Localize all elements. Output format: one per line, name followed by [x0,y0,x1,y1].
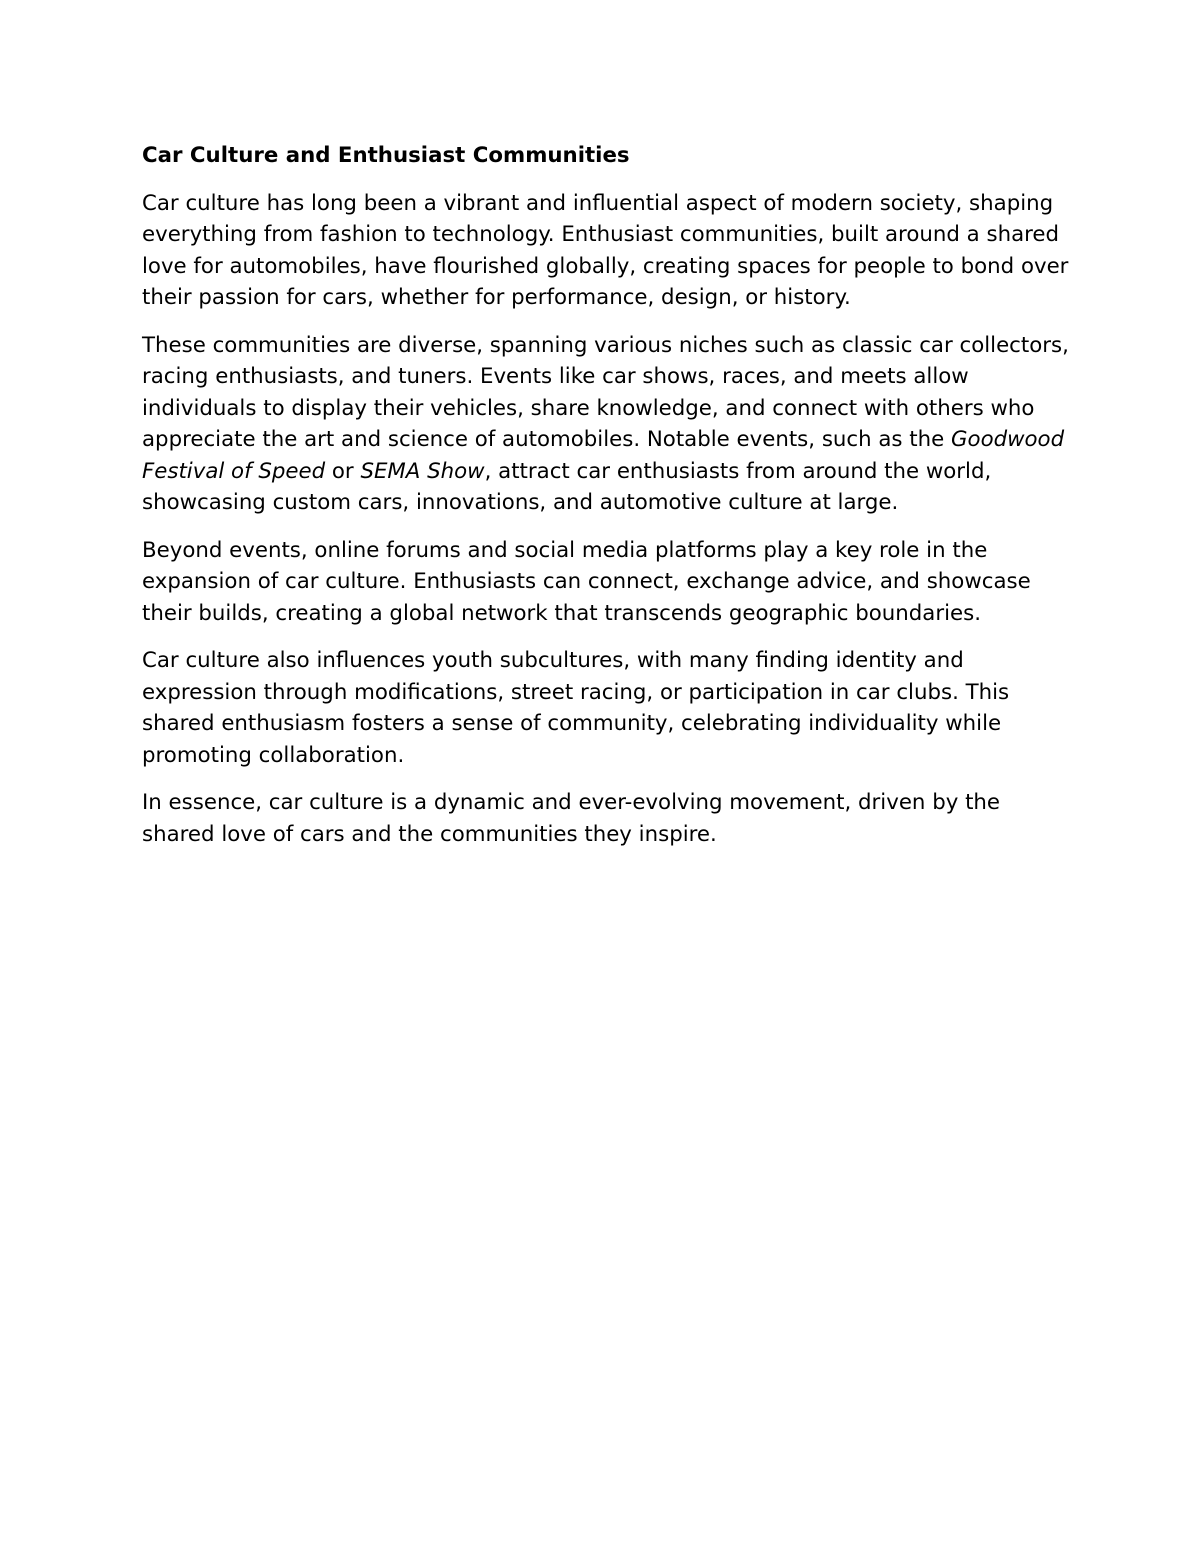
paragraph-intro: Car culture has long been a vibrant and influential aspect of modern society, shaping everything from fashion to technology. Enthusiast communities, built around a shared love for automobiles, have flourished globally, creating spaces for people to bond over their passion for cars, whether for performance, design, or history. [142,190,1069,310]
event-name-sema: SEMA Show [360,458,485,484]
paragraph-communities [142,330,1072,519]
paragraph-communities-text-start: These communities are diverse, spanning various niches such as classic car collectors, racing enthusiasts, and tuners. Events like car shows, races, and meets allow individuals to display their vehicles, share knowledge, and connect with others who appreciate the art and science of automobiles. Notable events, such as the [142,332,1069,452]
paragraph-online: Beyond events, online forums and social media platforms play a key role in the expansion of car culture. Enthusiasts can connect, exchange advice, and showcase their builds, creating a global network that transcends geographic boundaries. [142,537,1031,626]
paragraph-communities-text-or: or [325,458,361,484]
paragraph-youth: Car culture also influences youth subcultures, with many finding identity and expression through modifications, street racing, or participation in car clubs. This shared enthusiasm fosters a sense of community, celebrating individuality while promoting collaboration. [142,648,1010,768]
paragraph-conclusion: In essence, car culture is a dynamic and ever-evolving movement, driven by the shared love of cars and the communities they inspire. [142,790,1001,847]
event-name-goodwood: Goodwood Festival of Speed [142,427,1065,484]
document-body [142,140,1072,866]
paragraph-communities-text-end: , attract car enthusiasts from around the world, showcasing custom cars, innovations, and automotive culture at large. [142,458,992,515]
document-title: Car Culture and Enthusiast Communities [142,143,630,168]
